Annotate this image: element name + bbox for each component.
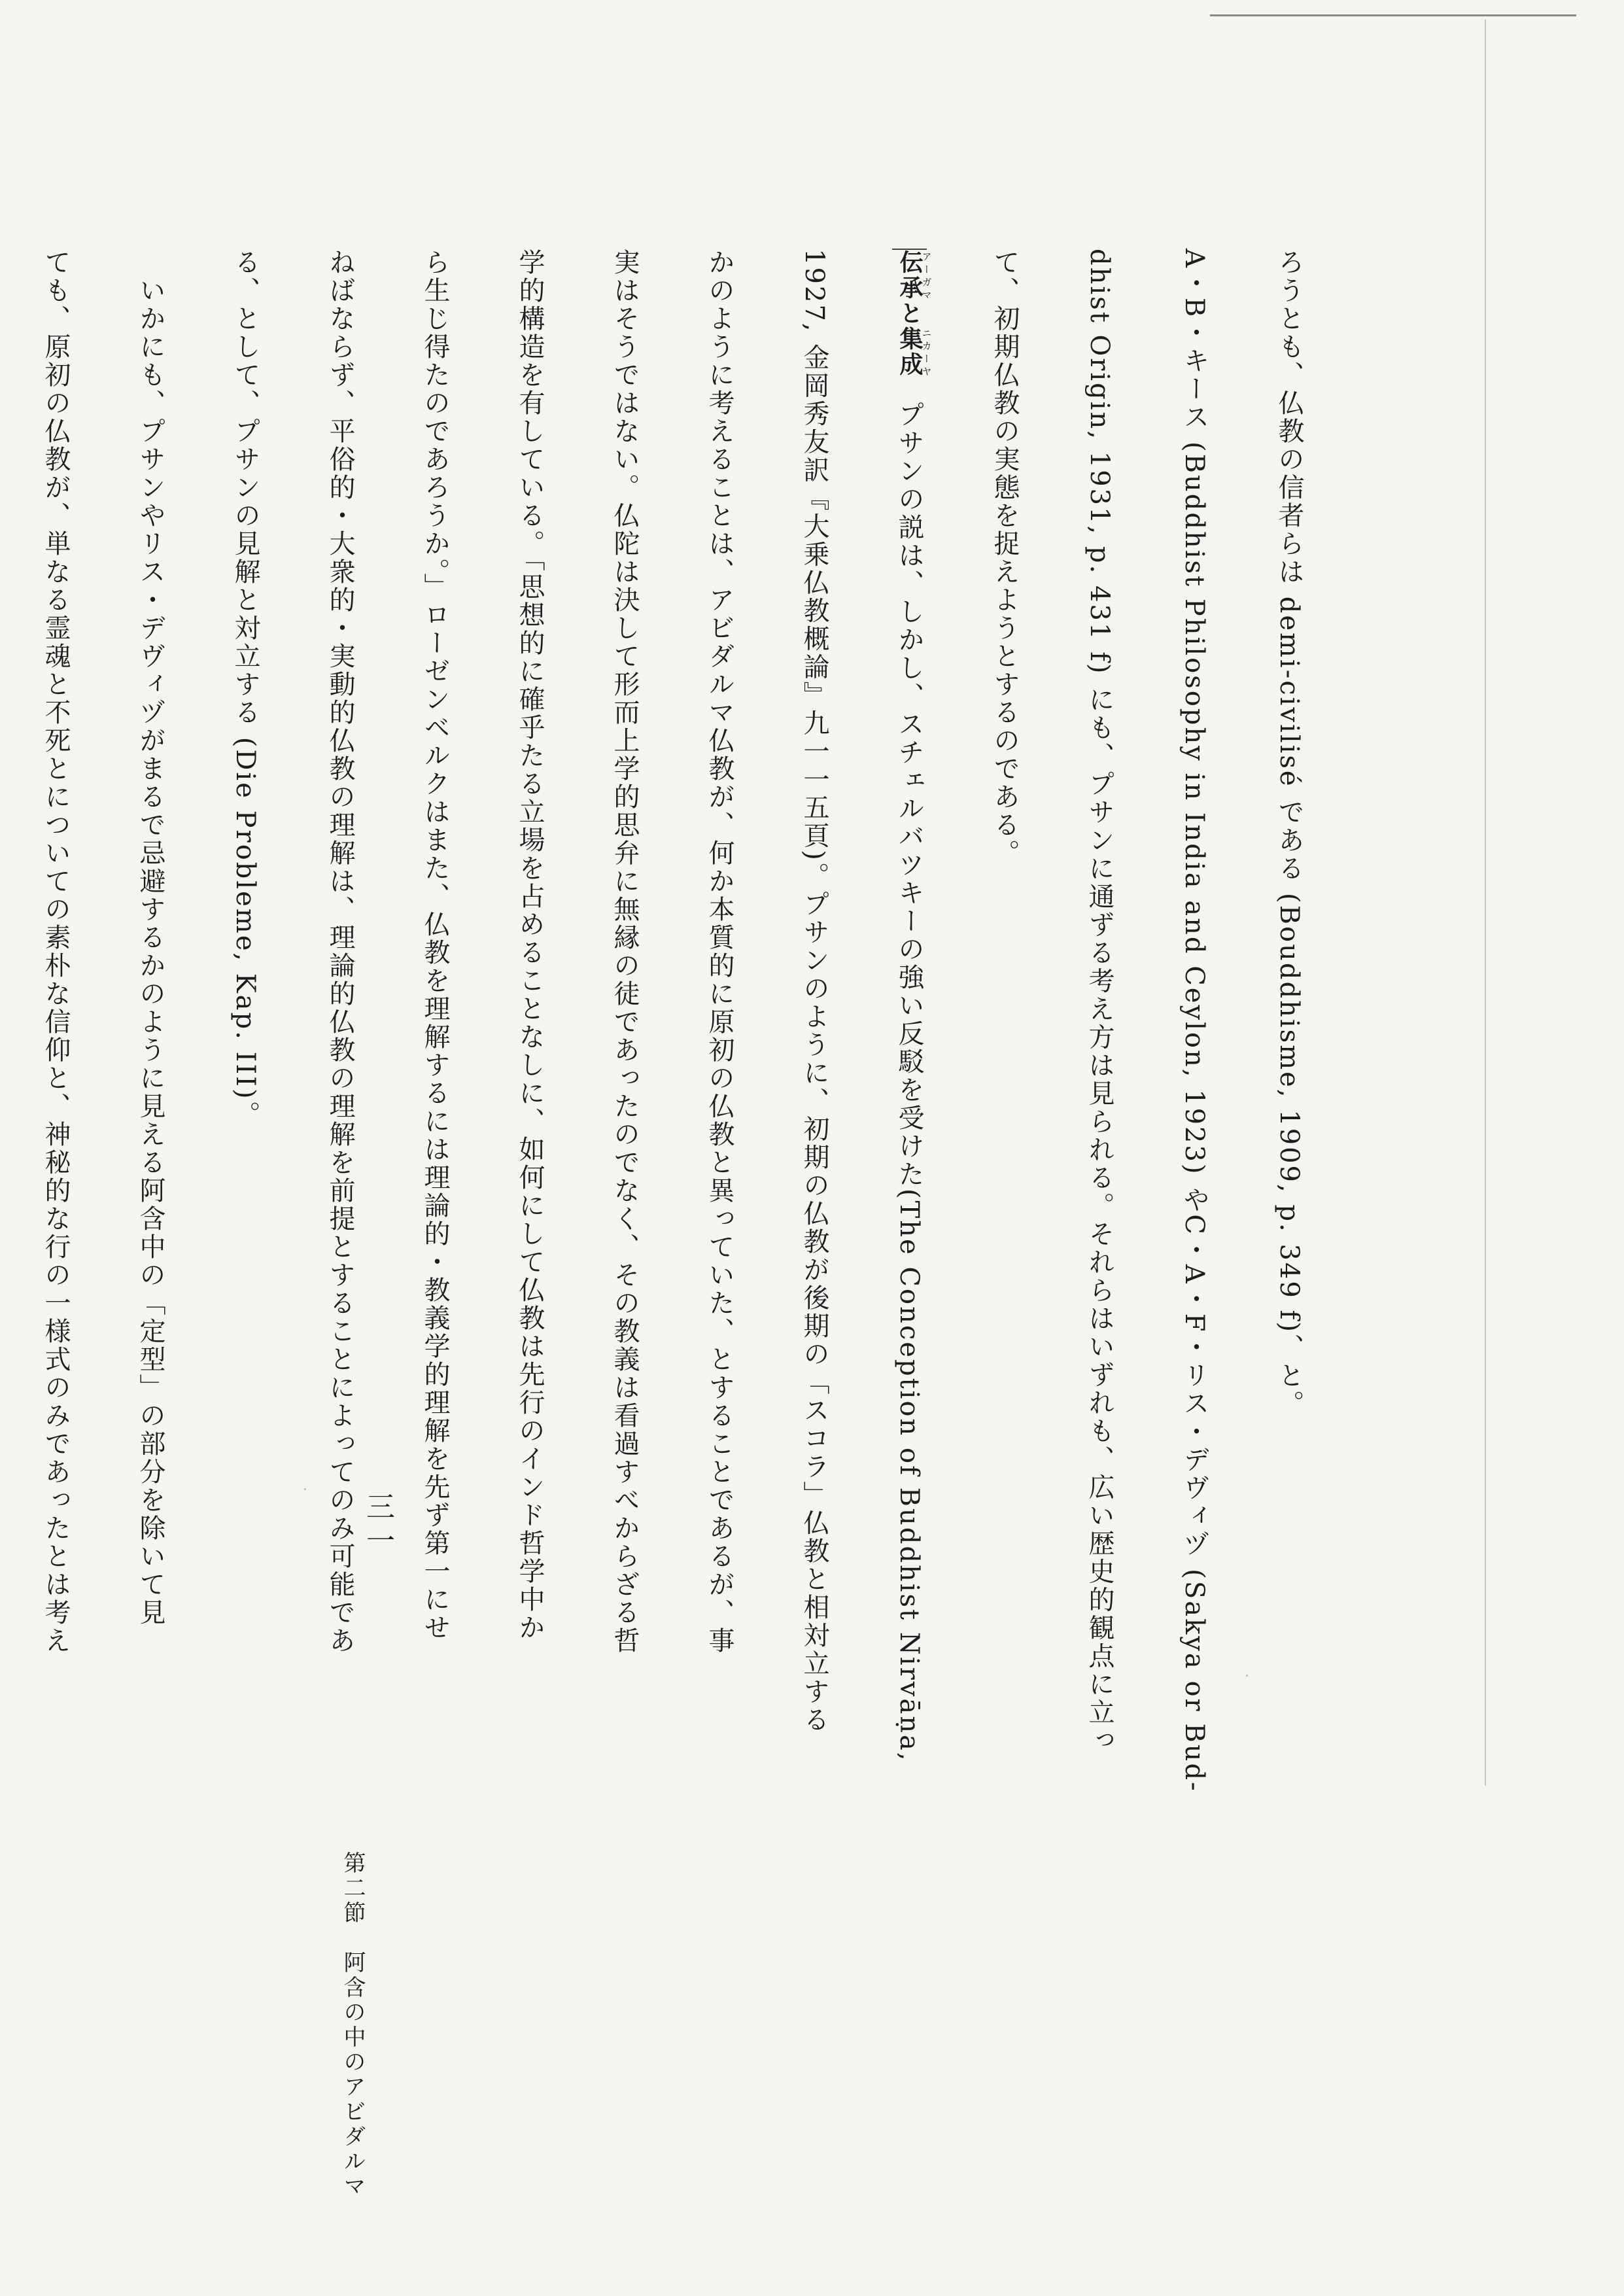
scan-edge-line-top bbox=[1210, 14, 1576, 16]
text-line: いかにも、プサンやリス・デヴィヅがまるで忌避するかのように見える阿含中の「定型」の部分を除いて見 bbox=[135, 249, 165, 1627]
text-line: ろうとも、仏教の信者らは demi-civilisé である (Bouddhisme, 1909, p. 349 f)、と。 bbox=[1274, 249, 1304, 1418]
text-line: 実はそうではない。仏陀は決して形而上学的思弁に無縁の徒であったのでなく、その教義は看過すべからざる哲 bbox=[610, 249, 640, 1655]
text-line: ら生じ得たのであろうか。」ローゼンベルクはまた、仏教を理解するには理論的・教義学的理解を先ず第一にせ bbox=[420, 249, 450, 1642]
text-line: A・B・キース (Buddhist Philosophy in India and Ceylon, 1923) やC・A・F・リス・デヴィヅ (Sakya or Bud- bbox=[1179, 249, 1209, 1793]
text-line: る、として、プサンの見解と対立する (Die Probleme, Kap. III)。 bbox=[230, 249, 260, 1129]
heading-ruby-nikaya: ニカーヤ bbox=[920, 326, 933, 377]
text-line bbox=[861, 249, 957, 1766]
text-line: て、初期仏教の実態を捉えようとするのである。 bbox=[990, 249, 1020, 867]
text-line: 1927, 金岡秀友訳『大乗仏教概論』九一一五頁)。プサンのように、初期の仏教が後期の「スコラ」仏教と相対立する bbox=[799, 249, 829, 1734]
heading-word-tradition: 伝承 bbox=[896, 250, 923, 301]
running-head: 第二節 阿含の中のアビダルマ bbox=[339, 1851, 366, 2199]
text-line: 学的構造を有している。「思想的に確乎たる立場を占めることなしに、如何にして仏教は先行のインド哲学中か bbox=[515, 249, 545, 1642]
page-number: 三一 bbox=[361, 1491, 394, 1559]
scan-edge-line-right bbox=[1485, 20, 1486, 1786]
text-line: dhist Origin, 1931, p. 431 f) にも、プサンに通ずる考え方は見られる。それらはいずれも、広い歴史的観点に立っ bbox=[1084, 249, 1114, 1755]
heading-connector: と bbox=[896, 301, 923, 326]
section-heading bbox=[892, 249, 933, 377]
vertical-text-body bbox=[0, 249, 1336, 1793]
text-line: ても、原初の仏教が、単なる霊魂と不死とについての素朴な信仰と、神秘的な行の一様式のみであったとは考え bbox=[41, 249, 71, 1655]
text-line: ねばならず、平俗的・大衆的・実動的仏教の理解は、理論的仏教の理解を前提とすることによってのみ可能であ bbox=[325, 249, 355, 1655]
text-line bbox=[0, 249, 8, 1766]
heading-ruby-agama: アーガマ bbox=[920, 250, 933, 301]
heading-word-collection: 集成 bbox=[896, 326, 923, 377]
text-line: かのように考えることは、アビダルマ仏教が、何か本質的に原初の仏教と異っていた、とすることであるが、事 bbox=[704, 249, 734, 1655]
text-line-content: プサンの説は、しかし、スチェルバツキーの強い反駁を受けた(The Conception of Buddhist Nirvāṇa, bbox=[894, 401, 924, 1763]
